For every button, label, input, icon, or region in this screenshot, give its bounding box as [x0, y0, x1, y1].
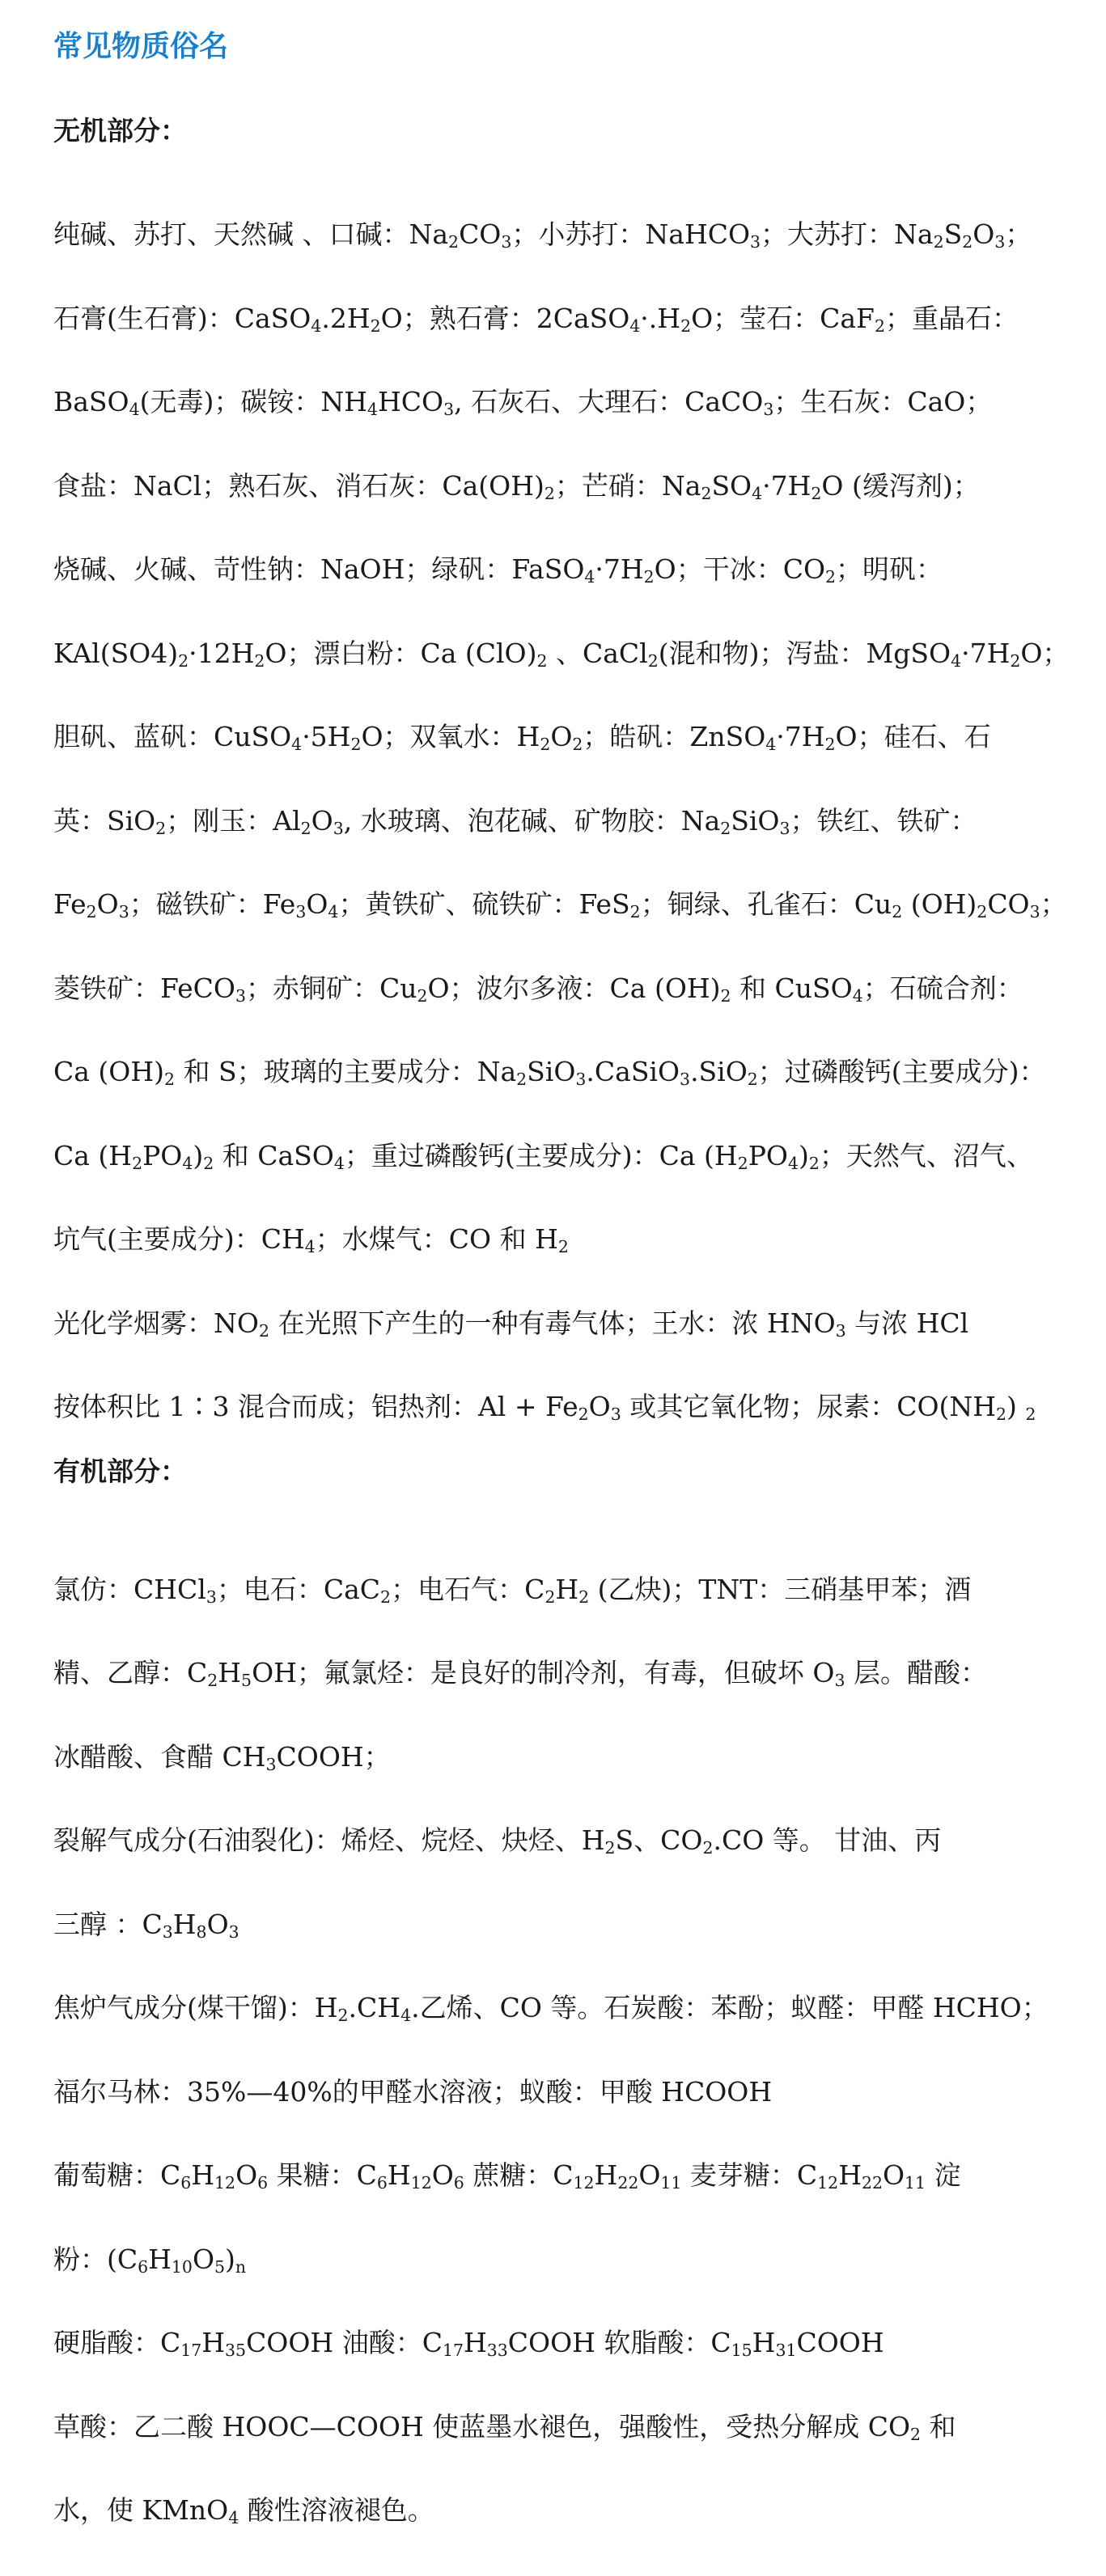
organic-text-line: 裂解气成分(石油裂化)：烯烃、烷烃、炔烃、$H_2S$、$CO_2.CO$ 等。 甘油、丙: [53, 1824, 942, 1858]
organic-text-line: 葡萄糖：$C_6H_{12}O_6$ 果糖：$C_6H_{12}O_6$ 蔗糖：$C_{12}H_{22}O_{11}$ 麦芽糖：$C_{12}H_{22}O_{11}$ 淀: [53, 2159, 961, 2193]
organic-text-line: 水，使 KMnO$_4$ 酸性溶液褪色。: [53, 2494, 434, 2528]
organic-paragraph: [53, 1548, 1053, 2553]
inorganic-text-line: 菱铁矿：FeCO$_3$；赤铜矿：$Cu_2O$；波尔多液：Ca $(OH)_2$ 和 CuSO$_4$；石硫合剂：: [53, 972, 1023, 1006]
spacer: [53, 1494, 1053, 1548]
inorganic-text-line: Ca $(OH)_2$ 和 S；玻璃的主要成分：$Na_2SiO_3.CaSiO_3.SiO_2$；过磷酸钙(主要成分)：: [53, 1056, 1046, 1090]
organic-text-line: 福尔马林：35%—40%的甲醛水溶液；蚁酸：甲酸 HCOOH: [53, 2075, 773, 2108]
inorganic-text-line: $KAl(SO4)_2\cdot 12H_2O$；漂白粉：Ca $(ClO)_2$ 、CaCl$_2$(混和物)；泻盐：$MgSO_4\cdot 7H_2O$；: [53, 637, 1070, 671]
inorganic-text-line: 英：SiO$_2$；刚玉：$Al_2O_3$, 水玻璃、泡花碱、矿物胶：$Na_2SiO_3$；铁红、铁矿：: [53, 804, 977, 838]
page-title: 常见物质俗名: [53, 30, 229, 63]
organic-text-line: 草酸：乙二酸 HOOC—COOH 使蓝墨水褪色，强酸性，受热分解成 $CO_2$ 和: [53, 2410, 956, 2444]
inorganic-text-line: Ca $(H_2PO_4)_2$ 和 CaSO$_4$；重过磷酸钙(主要成分)：Ca $(H_2PO_4)_2$；天然气、沼气、: [53, 1139, 1033, 1173]
section-heading-inorganic: 无机部分：: [53, 115, 187, 146]
section-heading-organic: 有机部分：: [53, 1455, 187, 1487]
organic-text-line: 冰醋酸、食醋 $CH_3COOH$；: [53, 1740, 391, 1774]
organic-text-line: 粉：$(C_6H_{10}O_5)_n$: [53, 2243, 247, 2277]
organic-text-line: 氯仿：CHCl$_3$；电石：CaC$_2$；电石气：$C_2H_2$ (乙炔)；TNT：三硝基甲苯；酒: [53, 1573, 972, 1607]
inorganic-text-line: 胆矾、蓝矾：$CuSO_4\cdot 5H_2O$；双氧水：$H_2O_2$；皓矾：$ZnSO_4\cdot 7H_2O$；硅石、石: [53, 721, 991, 755]
inorganic-text-line: 食盐：NaCl；熟石灰、消石灰：$Ca(OH)_2$；芒硝：$Na_2SO_4\cdot 7H_2O$ (缓泻剂)；: [53, 469, 980, 503]
organic-text-line: 三醇 ：$C_3H_8O_3$: [53, 1908, 239, 1942]
spacer: [53, 154, 1053, 193]
inorganic-text-line: 按体积比 1∶3 混合而成；铝热剂：$Al + Fe_2O_3$ 或其它氧化物；尿素：$CO(NH_2)$ $_2$: [53, 1391, 1036, 1425]
inorganic-text-line: 光化学烟雾：$NO_2$ 在光照下产生的一种有毒气体；王水：浓 $HNO_3$ 与浓 HCl: [53, 1307, 969, 1341]
inorganic-text-line: 坑气(主要成分)：$CH_4$；水煤气：CO 和 $H_2$: [53, 1223, 569, 1257]
organic-text-line: 焦炉气成分(煤干馏)：$H_2.CH_4$.乙烯、CO 等。石炭酸：苯酚；蚁醛：甲醛 HCHO；: [53, 1992, 1049, 2026]
organic-text-line: 精、乙醇：$C_2H_5OH$；氟氯烃：是良好的制冷剂，有毒，但破坏 $O_3$ 层。醋酸：: [53, 1657, 987, 1691]
inorganic-text-line: BaSO$_4$(无毒)；碳铵：$NH_4HCO_3$, 石灰石、大理石：CaCO$_3$；生石灰：CaO；: [53, 386, 993, 420]
inorganic-paragraph: [53, 193, 1070, 1449]
organic-text-line: 硬脂酸：$C_{17}H_{35}COOH$ 油酸：$C_{17}H_{33}COOH$ 软脂酸：$C_{15}H_{31}COOH$: [53, 2327, 884, 2361]
inorganic-text-line: 纯碱、苏打、天然碱 、口碱：$Na_2CO_3$；小苏打：NaHCO$_3$；大苏打：$Na_2S_2O_3$；: [53, 218, 1032, 252]
inorganic-text-line: 石膏(生石膏)：$CaSO_4.2H_2O$；熟石膏：$2CaSO_4\cdot.H_2O$；莹石：CaF$_2$；重晶石：: [53, 302, 1019, 336]
inorganic-text-line: $Fe_2O_3$；磁铁矿：$Fe_3O_4$；黄铁矿、硫铁矿：FeS$_2$；铜绿、孔雀石：$Cu_2$ $(OH)_2CO_3$；: [53, 888, 1067, 922]
inorganic-text-line: 烧碱、火碱、苛性钠：NaOH；绿矾：$FaSO_4\cdot 7H_2O$；干冰：$CO_2$；明矾：: [53, 553, 943, 587]
